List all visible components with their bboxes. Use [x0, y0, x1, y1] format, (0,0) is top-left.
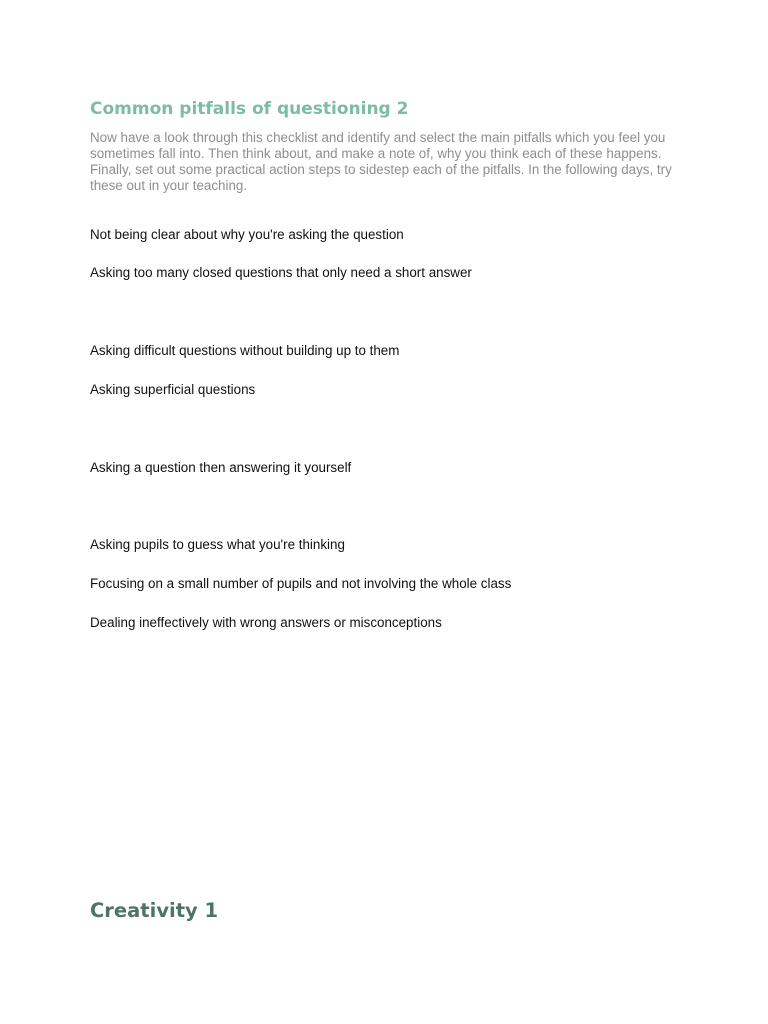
checklist-item: Dealing ineffectively with wrong answers or misconceptions — [90, 615, 442, 630]
checklist-item: Asking too many closed questions that only need a short answer — [90, 265, 472, 280]
checklist-item: Asking difficult questions without building up to them — [90, 343, 400, 358]
checklist-item: Focusing on a small number of pupils and not involving the whole class — [90, 576, 512, 591]
section-title: Common pitfalls of questioning 2 — [90, 99, 409, 119]
checklist-item: Asking pupils to guess what you're thinking — [90, 537, 345, 552]
next-section-title: Creativity 1 — [90, 899, 219, 922]
section-intro: Now have a look through this checklist and identify and select the main pitfalls which you feel you sometimes fall into. Then think about, and make a note of, why you think each of these happens. Finally, set out some practical action steps to sidestep each of the pitfalls. In the following days, try these out in your teaching. — [90, 130, 672, 193]
checklist-item: Asking superficial questions — [90, 382, 256, 397]
checklist-item: Not being clear about why you're asking the question — [90, 227, 404, 242]
checklist-item: Asking a question then answering it yourself — [90, 460, 352, 475]
